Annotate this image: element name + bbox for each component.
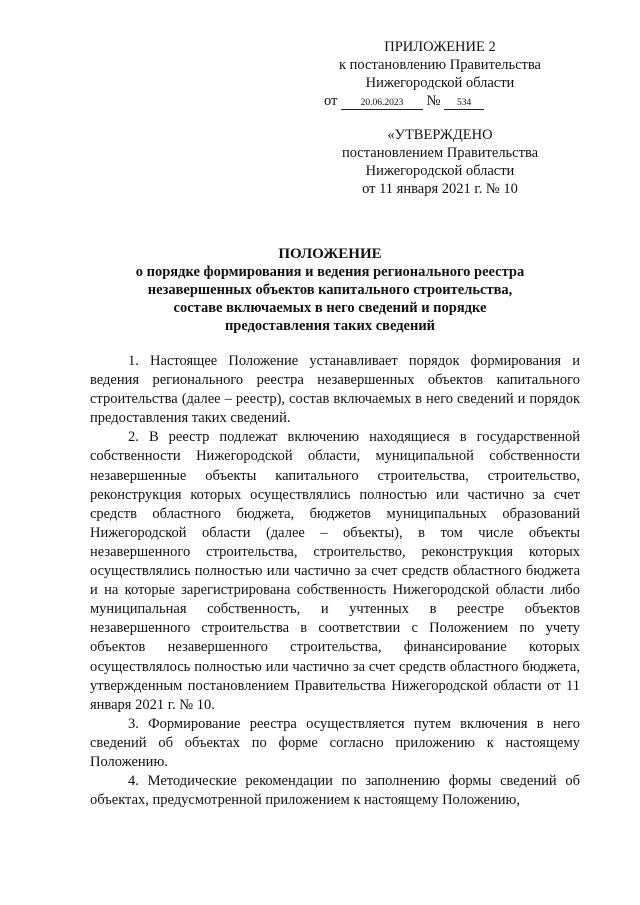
heading-line-1: о порядке формирования и ведения регионального реестра — [135, 264, 525, 280]
heading-main: ПОЛОЖЕНИЕ — [278, 246, 382, 262]
appendix-date-number-row — [300, 92, 580, 110]
paragraph-1: 1. Настоящее Положение устанавливает порядок формирования и ведения регионального реестра незавершенных объектов капитального строительства (далее – реестр), состав включаемых в него сведений и порядок предоставления таких сведений. — [90, 353, 580, 427]
paragraph-2: 2. В реестр подлежат включению находящиеся в государственной собственности Нижегородской области, муниципальной собственности незавершенные объекты капитального строительства, строительство, реконструкция которых осуществлялись полностью или частично за счет средств областного бюджета, бюджетов муниципальных образований Нижегородской области (далее – объекты), в том числе объекты незавершенного строительства, строительство, реконструкция которых осуществлялись полностью или частично за счет средств областного бюджета и на которые зарегистрирована собственность Нижегородской области либо муниципальная собственность, и учтенных в реестре объектов незавершенного строительства в соответствии с Положением по учету объектов незавершенного строительства, финансирование которых осуществлялось полностью или частично за счет средств областного бюджета, утвержденным постановлением Правительства Нижегородской области от 11 января 2021 г. № 10. — [90, 429, 580, 713]
heading-line-3: составе включаемых в него сведений и порядке — [173, 300, 487, 316]
appendix-title: ПРИЛОЖЕНИЕ 2 — [384, 39, 496, 55]
appendix-line-1: к постановлению Правительства — [339, 57, 541, 73]
document-heading — [60, 245, 600, 335]
from-label: от — [324, 93, 338, 109]
approved-line-1: постановлением Правительства — [341, 145, 539, 161]
heading-line-4: предоставления таких сведений — [224, 318, 436, 334]
heading-line-2: незавершенных объектов капитального строительства, — [147, 282, 513, 298]
appendix-line-2: Нижегородской области — [365, 75, 515, 91]
appendix-header — [300, 38, 580, 110]
paragraph-3: 3. Формирование реестра осуществляется путем включения в него сведений об объектах по форме согласно приложению к настоящему Положению. — [90, 715, 580, 770]
decree-number: 534 — [444, 97, 484, 110]
paragraph-4: 4. Методические рекомендации по заполнению формы сведений об объектах, предусмотренной приложением к настоящему Положению, — [90, 773, 580, 809]
approved-block — [300, 126, 580, 198]
document-body — [90, 352, 580, 810]
decree-date: 20.06.2023 — [341, 97, 423, 110]
approved-line-3: от 11 января 2021 г. № 10 — [362, 181, 518, 197]
approved-line-2: Нижегородской области — [365, 163, 515, 179]
number-label: № — [426, 93, 441, 109]
approved-title: «УТВЕРЖДЕНО — [387, 127, 493, 143]
